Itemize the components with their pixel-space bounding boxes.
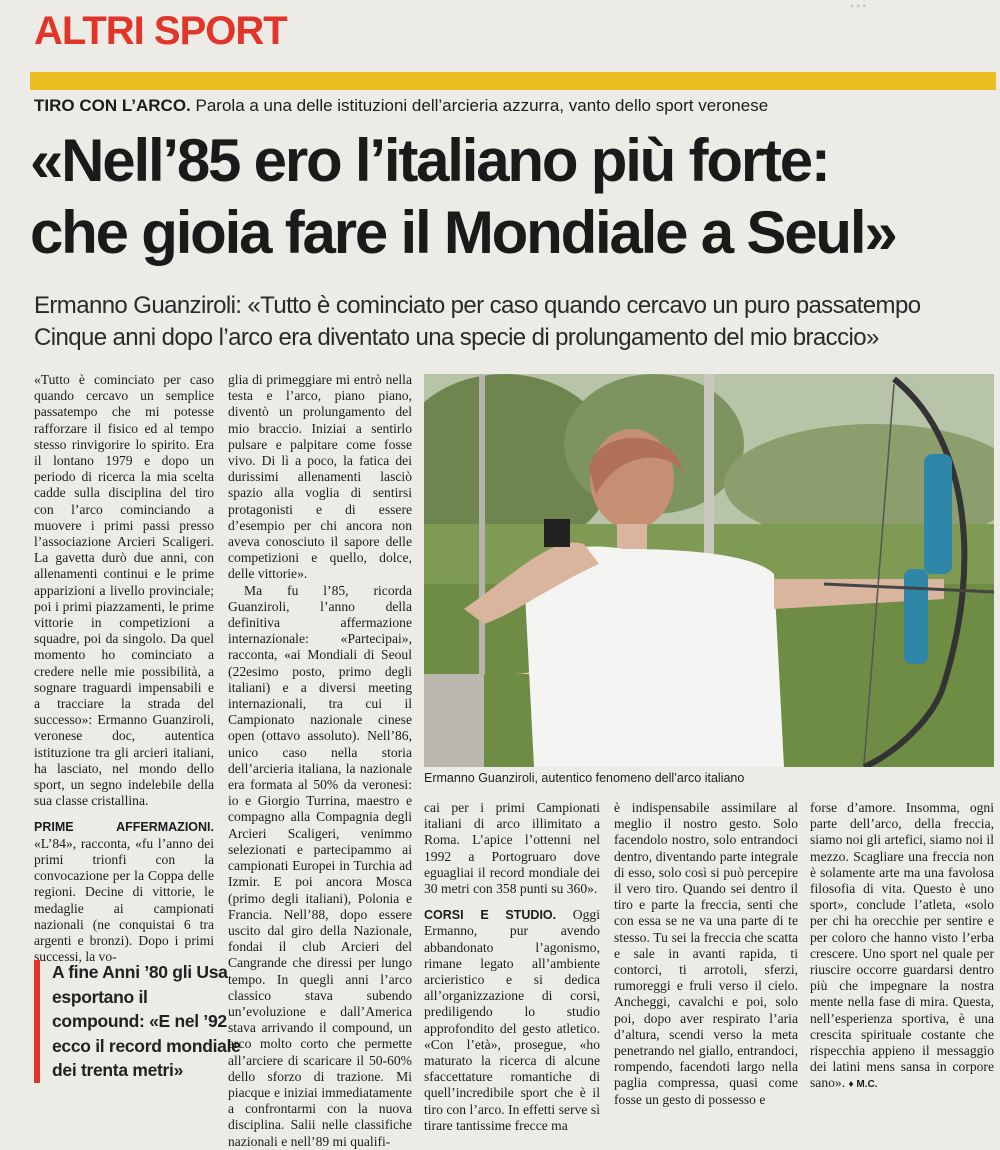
photo-caption: Ermanno Guanziroli, autentico fenomeno dell’arco italiano [424,771,745,785]
subhead-prime-affermazioni: PRIME AFFERMAZIONI. [34,820,214,835]
pull-quote: A fine Anni ’80 gli Usa esportano il compound: «E nel ’92 ecco il record mondiale dei trenta metri» [34,960,242,1083]
athlete-photo [424,374,994,767]
section-rule [30,72,996,90]
column-3-paragraph-2 [424,907,600,1134]
subhead-corsi-e-studio: CORSI E STUDIO. [424,908,557,923]
column-4-paragraph-1: è indispensabile assimilare al meglio il nostro gesto. Solo facendolo nostro, solo entrandoci dentro, diventando parte integrale di esso, solo così si può percepire il vero tiro. Quando sei dentro il tiro e parte la freccia, senti che con essa se ne va una parte di te stesso. Tu sei la freccia che scatta e sale in avanti rapida, ti contorci, ti arrotoli, sferzi, rumoreggi e fruli verso il cielo. Ancheggi, cavalchi e poi, solo poi, dopo aver respirato l’aria d’altura, scendi verso la meta penetrando nel giallo, entrandoci, rompendo, facendoti largo nella paglia compressa, quasi come fosse un gesto di possesso e [614,800,798,1107]
column-5-paragraph-1 [810,800,994,1094]
column-5-text: forse d’amore. Insomma, ogni parte dell’arco, della freccia, siamo noi gli artefici, siamo noi il mezzo. Scagliare una freccia non è solamente arte ma una favolosa filosofia di vita. Questo è uno sport», conclude l’atleta, «solo per chi ha orecchie per sentire e per coloro che hanno visto l’erba crescere. Uno sport nel quale per riuscire occorre guardarsi dentro più che impegnare la nostra mente nella fase di mira. Questa, nell’esperienza sportiva, è una crescita spirituale costante che rispecchia appieno il messaggio dei latini mens sansa in corpore sano». [810,800,994,1091]
section-label: ALTRI SPORT [34,9,287,53]
article-column-1 [34,372,214,965]
column-2-paragraph-2: Ma fu l’85, ricorda Guanziroli, l’anno della definitiva affermazione internazionale: «Partecipai», racconta, «ai Mondiali di Seoul (22esimo posto, primo degli italiani) e a diversi meeting internazionali, tra cui il Campionato nazionale cinese open (ottavo assoluto). Nell’86, unico caso nella storia dell’arcieria italiana, la nazionale era formata al 50% da veronesi: io e Giorgio Turrina, maestro e compagno alla Compagnia degli Arcieri Scaligeri, venimmo selezionati e partecipammo ai campionati Europei in Turchia ad Izmir. E poi ancora Mosca (primo degli italiani), Polonia e Francia. Nell’88, dopo essere uscito dal giro della Nazionale, fondai il club Arcieri del Cangrande che diressi per lungo tempo. In quegli anni l’arco classico stava subendo un’evoluzione e dall’America stava arrivando il compound, un arco molto corto che permette all’arciere di scaricare il 50-60% dello sforzo di trazione. Mi piacque e iniziai immediatamente a confrontarmi con la nuova disciplina. Salii nelle classifiche nazionali e nell’89 mi qualifi- [228,582,412,1149]
kicker [34,95,994,117]
column-3-paragraph-1: cai per i primi Campionati italiani di arco illimitato a Roma. L’apice l’ottenni nel 1992 a Portogruaro dove eguagliai il record mondiale dei 30 metri con 358 punti su 360». [424,800,600,897]
headline-line-2: che gioia fare il Mondiale a Seul» [30,199,896,266]
subheadline [34,290,994,354]
author-byline: ♦ M.C. [848,1079,878,1091]
column-1-paragraph-2-text: «L’84», racconta, «fu l’anno dei primi trionfi con la convocazione per la Coppa delle regioni. Decine di vittorie, le medaglie ai campionati nazionali (ne conquistai 6 tra argenti e bronzi). Dopo i primi successi, la vo- [34,835,214,965]
headline [30,126,995,270]
adjacent-page-bleed: ▪ ▪ ▪ [850,1,867,12]
article-column-5 [810,800,994,1094]
column-1-paragraph-2 [34,819,214,965]
article-column-2 [228,372,412,1150]
article-column-4 [614,800,798,1108]
column-2-paragraph-1: glia di primeggiare mi entrò nella testa e l’arco, piano piano, diventò un prolungamento del mio braccio. Iniziai a sentirlo pulsare e palpitare come fosse vivo. Di lì a poco, la fatica dei durissimi allenamenti lasciò spazio alla voglia di sentirsi protagonisti e di essere d’esempio per chi ancora non aveva conosciuto il sapore delle competizioni e quello, dolce, delle vittorie». [228,372,412,582]
subheadline-line-2: Cinque anni dopo l’arco era diventato una specie di prolungamento del mio braccio» [34,324,879,351]
article-column-3 [424,800,600,1134]
subheadline-line-1: Ermanno Guanziroli: «Tutto è cominciato per caso quando cercavo un puro passatempo [34,292,921,319]
column-1-paragraph-1: «Tutto è cominciato per caso quando cercavo un semplice passatempo che mi potesse rafforzare il fisico ed al tempo stesso rinvigorire lo spirito. Era il lontano 1979 e dopo un periodo di ricerca la mia scelta cadde sulla disciplina del tiro con l’arco cominciando a muovere i primi passi presso l’associazione Arcieri Scaligeri. La gavetta durò due anni, con allenamenti continui e le prime apparizioni a livello provinciale; poi i primi piazzamenti, le prime vittorie in competizioni a squadre, poi da singolo. Da quel momento ho cominciato a credere nelle mie possibilità, a sognare traguardi impensabili e a tracciare la strada del successo»: Ermanno Guanziroli, veronese doc, autentica istituzione tra gli arcieri italiani, ha lasciato, nel mondo dello sport, un segno indelebile della sua classe cristallina. [34,372,214,809]
kicker-text: Parola a una delle istituzioni dell’arcieria azzurra, vanto dello sport veronese [190,96,769,115]
headline-line-1: «Nell’85 ero l’italiano più forte: [30,127,829,194]
kicker-label: TIRO CON L’ARCO. [34,96,191,115]
column-3-paragraph-2-text: Oggi Ermanno, pur avendo abbandonato l’agonismo, rimane legato all’ambiente arcieristico e si dedica all’organizzazione di corsi, prediligendo lo studio approfondito del gesto atletico. «Con l’età», prosegue, «ho maturato la ricerca di alcune sfaccettature romantiche di quell’incredibile sport che è il tiro con l’arco. In effetti serve sì tirare tantissime frecce ma [424,907,600,1133]
